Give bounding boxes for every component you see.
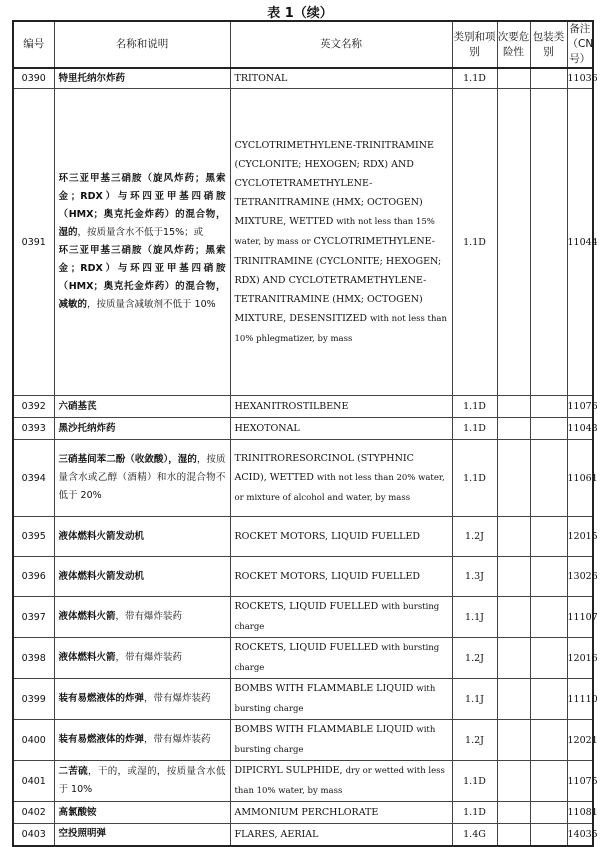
cell-name: 特里托纳尔炸药	[54, 68, 230, 89]
cell-packing	[530, 89, 567, 396]
cell-packing	[530, 638, 567, 679]
cell-class: 1.1J	[452, 679, 497, 720]
cell-packing	[530, 517, 567, 557]
cell-cn: 12015	[567, 517, 593, 557]
cell-subsidiary	[497, 89, 530, 396]
cell-cn: 12021	[567, 720, 593, 761]
cell-packing	[530, 68, 567, 89]
cell-packing	[530, 597, 567, 638]
cell-name: 液体燃料火箭，带有爆炸装药	[54, 638, 230, 679]
cell-no: 0397	[13, 597, 54, 638]
cell-class: 1.3J	[452, 557, 497, 597]
cell-name: 液体燃料火箭发动机	[54, 517, 230, 557]
cell-cn: 11110	[567, 679, 593, 720]
cell-packing	[530, 824, 567, 846]
cell-subsidiary	[497, 396, 530, 418]
cell-subsidiary	[497, 418, 530, 440]
cell-packing	[530, 802, 567, 824]
cell-no: 0392	[13, 396, 54, 418]
cell-no: 0401	[13, 761, 54, 802]
cell-en: TRINITRORESORCINOL (STYPHNIC ACID), WETTED with not less than 20% water, or mixture of alcohol and water, by mass	[230, 440, 452, 517]
cell-subsidiary	[497, 440, 530, 517]
table-row	[13, 440, 593, 517]
cell-en: ROCKET MOTORS, LIQUID FUELLED	[230, 517, 452, 557]
cell-en: ROCKETS, LIQUID FUELLED with bursting charge	[230, 597, 452, 638]
cell-class: 1.4G	[452, 824, 497, 846]
cell-subsidiary	[497, 761, 530, 802]
table-row	[13, 802, 593, 824]
cell-cn: 11061	[567, 440, 593, 517]
cell-en: AMMONIUM PERCHLORATE	[230, 802, 452, 824]
cell-no: 0393	[13, 418, 54, 440]
cell-name: 环三亚甲基三硝胺（旋风炸药；黑索金；RDX）与环四亚甲基四硝胺（HMX；奥克托金炸药）的混合物，湿的，按质量含水不低于15%；或 环三亚甲基三硝胺（旋风炸药；黑索金；RDX）与环四亚甲基四硝胺（HMX；奥克托金炸药）的混合物，减敏的，按质量含减敏剂不低于 10%	[54, 89, 230, 396]
cell-class: 1.2J	[452, 638, 497, 679]
cell-packing	[530, 679, 567, 720]
header-row	[13, 21, 593, 68]
cell-subsidiary	[497, 720, 530, 761]
cell-cn: 11036	[567, 68, 593, 89]
cell-en: CYCLOTRIMETHYLENE-TRINITRAMINE (CYCLONITE; HEXOGEN; RDX) AND CYCLOTETRAMETHYLENE-TETRANITRAMINE (HMX; OCTOGEN) MIXTURE, WETTED with not less than 15% water, by mass or CYCLOTRIMETHYLENE-TRINITRAMINE (CYCLONITE; HEXOGEN; RDX) AND CYCLOTETRAMETHYLENE-TETRANITRAMINE (HMX; OCTOGEN) MIXTURE, DESENSITIZED with not less than 10% phlegmatizer, by mass	[230, 89, 452, 396]
cell-name: 装有易燃液体的炸弹，带有爆炸装药	[54, 720, 230, 761]
cell-cn: 12016	[567, 638, 593, 679]
cell-en: FLARES, AERIAL	[230, 824, 452, 846]
cell-subsidiary	[497, 679, 530, 720]
table-row	[13, 824, 593, 846]
cell-class: 1.1D	[452, 802, 497, 824]
cell-name: 三硝基间苯二酚（收敛酸），湿的，按质量含水或乙醇（酒精）和水的混合物不低于 20%	[54, 440, 230, 517]
cell-cn: 11075	[567, 761, 593, 802]
cell-en: DIPICRYL SULPHIDE, dry or wetted with less than 10% water, by mass	[230, 761, 452, 802]
cell-no: 0395	[13, 517, 54, 557]
cell-class: 1.1D	[452, 761, 497, 802]
cell-no: 0394	[13, 440, 54, 517]
cell-name: 液体燃料火箭发动机	[54, 557, 230, 597]
cell-class: 1.1D	[452, 418, 497, 440]
dangerous-goods-table	[12, 20, 598, 847]
cell-no: 0399	[13, 679, 54, 720]
cell-no: 0403	[13, 824, 54, 846]
cell-en: ROCKETS, LIQUID FUELLED with bursting charge	[230, 638, 452, 679]
header-packing: 包装类别	[530, 21, 567, 68]
cell-packing	[530, 557, 567, 597]
cell-name: 液体燃料火箭，带有爆炸装药	[54, 597, 230, 638]
table-row	[13, 418, 593, 440]
cell-cn: 11107	[567, 597, 593, 638]
cell-subsidiary	[497, 517, 530, 557]
table-row	[13, 396, 593, 418]
cell-class: 1.1D	[452, 89, 497, 396]
cell-cn: 13026	[567, 557, 593, 597]
cell-subsidiary	[497, 802, 530, 824]
cell-name: 六硝基芪	[54, 396, 230, 418]
cell-no: 0390	[13, 68, 54, 89]
cell-name: 黑沙托纳炸药	[54, 418, 230, 440]
cell-subsidiary	[497, 638, 530, 679]
cell-class: 1.1D	[452, 68, 497, 89]
table-row	[13, 597, 593, 638]
header-subsidiary: 次要危险性	[497, 21, 530, 68]
cell-cn: 11076	[567, 396, 593, 418]
cell-en: TRITONAL	[230, 68, 452, 89]
table-row	[13, 720, 593, 761]
cell-no: 0402	[13, 802, 54, 824]
cell-en: BOMBS WITH FLAMMABLE LIQUID with bursting charge	[230, 679, 452, 720]
table-row	[13, 517, 593, 557]
table-row	[13, 761, 593, 802]
cell-class: 1.1D	[452, 440, 497, 517]
cell-subsidiary	[497, 824, 530, 846]
cell-en: ROCKET MOTORS, LIQUID FUELLED	[230, 557, 452, 597]
table-row	[13, 68, 593, 89]
cell-name: 二苦硫，干的，或湿的，按质量含水低于 10%	[54, 761, 230, 802]
header-note: 备注（CN 号）	[567, 21, 593, 68]
cell-packing	[530, 418, 567, 440]
header-class: 类别和项别	[452, 21, 497, 68]
cell-en: BOMBS WITH FLAMMABLE LIQUID with bursting charge	[230, 720, 452, 761]
cell-no: 0400	[13, 720, 54, 761]
table-row	[13, 638, 593, 679]
cell-subsidiary	[497, 597, 530, 638]
cell-no: 0391	[13, 89, 54, 396]
cell-packing	[530, 761, 567, 802]
cell-cn: 11043	[567, 418, 593, 440]
cell-name: 装有易燃液体的炸弹，带有爆炸装药	[54, 679, 230, 720]
cell-en: HEXANITROSTILBENE	[230, 396, 452, 418]
cell-subsidiary	[497, 68, 530, 89]
cell-class: 1.1D	[452, 396, 497, 418]
cell-en: HEXOTONAL	[230, 418, 452, 440]
table-row	[13, 557, 593, 597]
cell-subsidiary	[497, 557, 530, 597]
cell-cn: 11044	[567, 89, 593, 396]
cell-name: 高氯酸铵	[54, 802, 230, 824]
cell-no: 0396	[13, 557, 54, 597]
cell-cn: 14035	[567, 824, 593, 846]
cell-class: 1.2J	[452, 720, 497, 761]
header-no: 编号	[13, 21, 54, 68]
table-row	[13, 679, 593, 720]
table-row	[13, 89, 593, 396]
cell-class: 1.2J	[452, 517, 497, 557]
cell-packing	[530, 440, 567, 517]
table-title: 表 1（续）	[267, 6, 333, 21]
cell-name: 空投照明弹	[54, 824, 230, 846]
cell-packing	[530, 396, 567, 418]
cell-packing	[530, 720, 567, 761]
cell-no: 0398	[13, 638, 54, 679]
cell-class: 1.1J	[452, 597, 497, 638]
header-name: 名称和说明	[54, 21, 230, 68]
cell-cn: 11081	[567, 802, 593, 824]
header-en: 英文名称	[230, 21, 452, 68]
